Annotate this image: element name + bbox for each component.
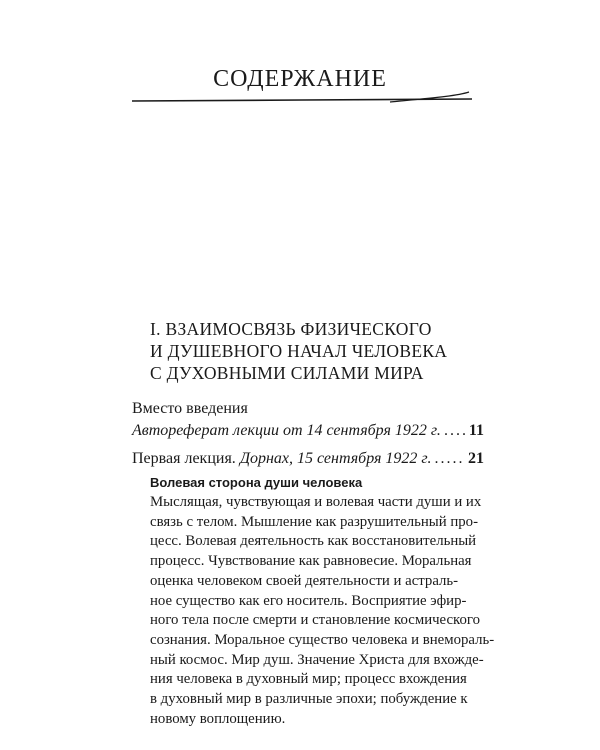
page-title: СОДЕРЖАНИЕ xyxy=(213,66,387,92)
lecture-abstract xyxy=(150,493,495,729)
toc-page-number: 21 xyxy=(468,450,484,467)
toc-entry-introduction[interactable] xyxy=(132,399,484,419)
toc-entry-autoreferat[interactable] xyxy=(132,421,484,441)
section-heading-line: С ДУХОВНЫМИ СИЛАМИ МИРА xyxy=(150,363,424,383)
abstract-line: ный космос. Мир душ. Значение Христа для вхожде- xyxy=(150,651,484,668)
abstract-line: сознания. Моральное существо человека и внемораль- xyxy=(150,631,495,648)
title-underline-ornament xyxy=(132,90,472,110)
toc-entry-label: Автореферат лекции от 14 сентября 1922 г. xyxy=(132,422,441,439)
abstract-line: в духовный мир в различные эпохи; побуждение к xyxy=(150,691,468,708)
abstract-line: оценка человеком своей деятельности и астраль- xyxy=(150,572,459,589)
section-heading xyxy=(150,318,510,384)
toc-entry-label: Первая лекция. xyxy=(132,450,236,467)
abstract-line: связь с телом. Мышление как разрушительный про- xyxy=(150,513,479,530)
dot-leader xyxy=(444,421,466,441)
lecture-subheading: Волевая сторона души человека xyxy=(150,475,363,490)
section-heading-line: И ДУШЕВНОГО НАЧАЛ ЧЕЛОВЕКА xyxy=(150,341,448,361)
abstract-line: новому воплощению. xyxy=(150,710,286,727)
abstract-line: ное существо как его носитель. Восприятие эфир- xyxy=(150,592,467,609)
abstract-line: цесс. Волевая деятельность как восстановительный xyxy=(150,533,477,550)
section-heading-line: I. ВЗАИМОСВЯЗЬ ФИЗИЧЕСКОГО xyxy=(150,319,432,339)
toc-page-number: 11 xyxy=(468,422,484,439)
abstract-line: Мыслящая, чувствующая и волевая части души и их xyxy=(150,494,482,510)
abstract-line: ного тела после смерти и становление космического xyxy=(150,612,480,629)
toc-entry-first-lecture[interactable] xyxy=(132,449,484,469)
abstract-line: ния человека в духовный мир; процесс вхождения xyxy=(150,671,467,688)
abstract-line: процесс. Чувствование как равновесие. Моральная xyxy=(150,553,472,570)
toc-entry-sublabel: Дорнах, 15 сентября 1922 г. xyxy=(239,450,432,467)
dot-leader xyxy=(434,449,465,469)
toc-entry-label: Вместо введения xyxy=(132,400,248,417)
